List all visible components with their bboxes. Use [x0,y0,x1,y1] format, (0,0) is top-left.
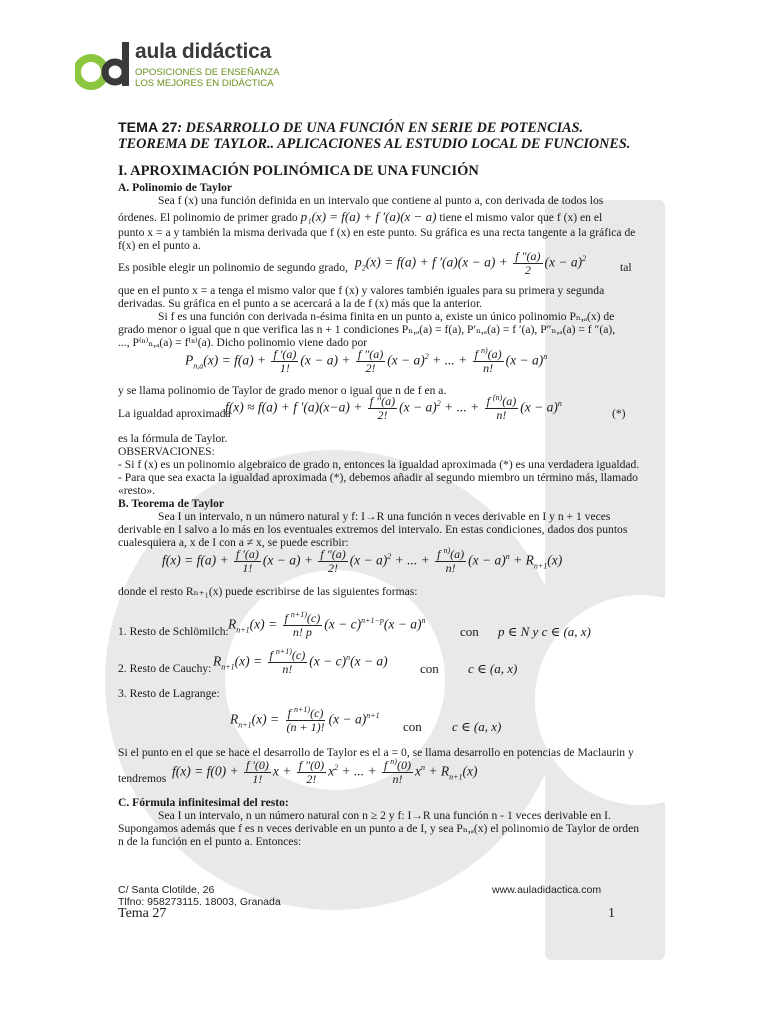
equation-taylor-theorem: f(x) = f(a) + $\frac{f '(a)}{1!}$ (x − a) + $\frac{f ''(a)}{2!}$ $(x - a)^2$ + ... + $\frac{f ^{n)}(a)}{n!}$ $(x - a)^n + R_{n+1}(x)$ [162,546,563,575]
subsection-b-heading: B. Teorema de Taylor [118,497,225,510]
title-line-2: TEOREMA DE TAYLOR.. APLICACIONES AL ESTUDIO LOCAL DE FUNCIONES. [118,136,631,152]
condition-text: c ∈ (a, x) [452,719,502,734]
paragraph-line: Es posible elegir un polinomio de segundo grado, [118,261,348,274]
equation-taylor-formula: f(x) ≈ f(a) + f ′(a)(x−a) + $\frac{f ''(a)}{2!}$ $(x - a)^2$ + ... + $\frac{f ^{(n)}(a)}{n!}$ $(x - a)^n$ [225,393,562,422]
text-span: tiene el mismo valor que f (x) en el [439,211,603,224]
paragraph-line: (*) [612,407,626,420]
paragraph-line: Sea f (x) una función definida en un intervalo que contiene al punto a, con derivada de todos los [158,194,604,207]
paragraph-line: - Para que sea exacta la igualdad aproximada (*), debemos añadir al segundo miembro un término más, llamado [118,471,638,484]
paragraph-line: grado menor o igual que n que verifica las n + 1 condiciones Pₙ,ₐ(a) = f(a), P′ₙ,ₐ(a) = f ′(a), P″ₙ,ₐ(a) = f ″(a), [118,323,616,336]
paragraph-line [118,210,638,224]
paragraph-line: «resto». [118,484,156,497]
text-span: órdenes. El polinomio de primer grado [118,211,298,224]
paragraph-line: punto x = a y también la misma derivada que f (x) en este punto. Su gráfica es una recta tangente a la gráfica de [118,226,636,239]
paragraph-line: tendremos [118,772,167,785]
paragraph-line: - Si f (x) es un polinomio algebraico de grado n, entonces la igualdad aproximada (*) es una verdadera igualdad. [118,458,640,471]
paragraph-line: Supongamos además que f es n veces derivable en un punto a de I, y sea Pₙ,ₐ(x) el polinomio de Taylor de orden [118,822,640,835]
equation-p2: $p_2(x) = f(a) + f$ ′(a)(x − a) + $\frac{f ''(a)}{2}$ $(x - a)^2$ [355,249,587,277]
paragraph-line: y se llama polinomio de Taylor de grado menor o igual que n de f en a. [118,384,447,397]
title-line-1: : DESARROLLO DE UNA FUNCIÓN EN SERIE DE POTENCIAS. [177,120,584,136]
condition-text: p ∈ N y c ∈ (a, x) [498,624,591,639]
paragraph-line: que en el punto x = a tenga el mismo valor que f (x) y valores también iguales para su primera y segunda [118,284,605,297]
remainder-lagrange-label: 3. Resto de Lagrange: [118,687,220,700]
title-number: TEMA 27 [118,120,178,136]
header-logo [75,40,280,92]
footer-address: C/ Santa Clotilde, 26 [118,884,215,896]
equation-taylor-polynomial: $P_{n,a}(x) = f(a)$ + $\frac{f '(a)}{1!}$ (x − a) + $\frac{f ''(a)}{2!}$ $(x - a)^2$ + ... + $\frac{f ^{n)}(a)}{n!}$ $(x - a)^n$ [185,346,548,375]
text-span: con [403,719,422,734]
text-span: con [460,624,479,639]
paragraph-line: donde el resto Rₙ₊₁(x) puede escribirse de las siguientes formas: [118,585,418,598]
condition-text: c ∈ (a, x) [468,661,518,676]
paragraph-line: ..., P⁽ⁿ⁾ₙ,ₐ(a) = f⁽ⁿ⁾(a). Dicho polinomio viene dado por [118,336,368,349]
paragraph-line: La igualdad aproximada [118,407,231,420]
paragraph-line: OBSERVACIONES: [118,445,215,458]
subsection-a-heading: A. Polinomio de Taylor [118,181,233,194]
footer-phone: Tlfno: 958273115. 18003, Granada [118,896,281,908]
equation-schlomilch: $R_{n+1}(x)$ = $\frac{f ^{n+1)}(c)}{n! p}$ $(x - c)^{n+1-p}(x - a)^n$ [228,610,426,639]
section-heading: I. APROXIMACIÓN POLINÓMICA DE UNA FUNCIÓN [118,163,479,179]
paragraph-line: tal [620,261,632,274]
paragraph-line: n de la función en el punto a. Entonces: [118,835,302,848]
equation-lagrange: $R_{n+1}(x)$ = $\frac{f ^{n+1)}(c)}{(n + 1)!}$ $(x - a)^{n+1}$ [230,705,380,734]
equation-cauchy: $R_{n+1}(x)$ = $\frac{f ^{n+1)}(c)}{n!}$ $(x - c)^n(x - a)$ [213,647,388,676]
footer-tema: Tema 27 [118,906,167,921]
equation-p1: p₁(x) = f(a) + f ′(a)(x − a) [300,209,437,224]
paragraph-line: es la fórmula de Taylor. [118,432,228,445]
paragraph-line: derivadas. Su gráfica en el punto a se acercará a la de f (x) más que la anterior. [118,297,483,310]
paragraph-line: Si el punto en el que se hace el desarrollo de Taylor es el a = 0, se llama desarrollo en potencias de Maclaurin y [118,746,634,759]
logo-tagline-1: OPOSICIONES DE ENSEÑANZA [135,67,280,78]
page-number: 1 [608,906,615,921]
footer-website: www.auladidactica.com [492,884,602,896]
logo-tagline-2: LOS MEJORES EN DIDÁCTICA [135,78,274,89]
paragraph-line: Sea I un intervalo, n un número natural con n ≥ 2 y f: I→R una función n - 1 veces derivable en I. [158,809,611,822]
logo-brand: aula didáctica [135,40,272,63]
page-title [118,120,630,152]
equation-maclaurin: f(x) = f(0) + $\frac{f '(0)}{1!}$ x + $\frac{f ''(0)}{2!}$ $x^2$ + ... + $\frac{f ^{n)}(0)}{n!}$ $x^n + R_{n+1}(x)$ [172,757,478,786]
paragraph-line: Sea I un intervalo, n un número natural y f: I→R una función n veces derivable en I y n + 1 veces [158,510,611,523]
logo-ad-icon [75,42,131,90]
subsection-c-heading: C. Fórmula infinitesimal del resto: [118,796,289,809]
paragraph-line: Si f es una función con derivada n-ésima finita en un punto a, existe un único polinomio Pₙ,ₐ(x) de [158,310,615,323]
remainder-schlomilch-label: 1. Resto de Schlömilch: [118,625,229,638]
paragraph-line: derivable en I salvo a lo más en los eventuales extremos del intervalo. En estas condiciones, dados dos puntos [118,523,628,536]
text-span: con [420,661,439,676]
paragraph-line: cualesquiera a, x de I con a ≠ x, se puede escribir: [118,536,349,549]
remainder-cauchy-label: 2. Resto de Cauchy: [118,662,212,675]
paragraph-line: f(x) en el punto a. [118,239,201,252]
